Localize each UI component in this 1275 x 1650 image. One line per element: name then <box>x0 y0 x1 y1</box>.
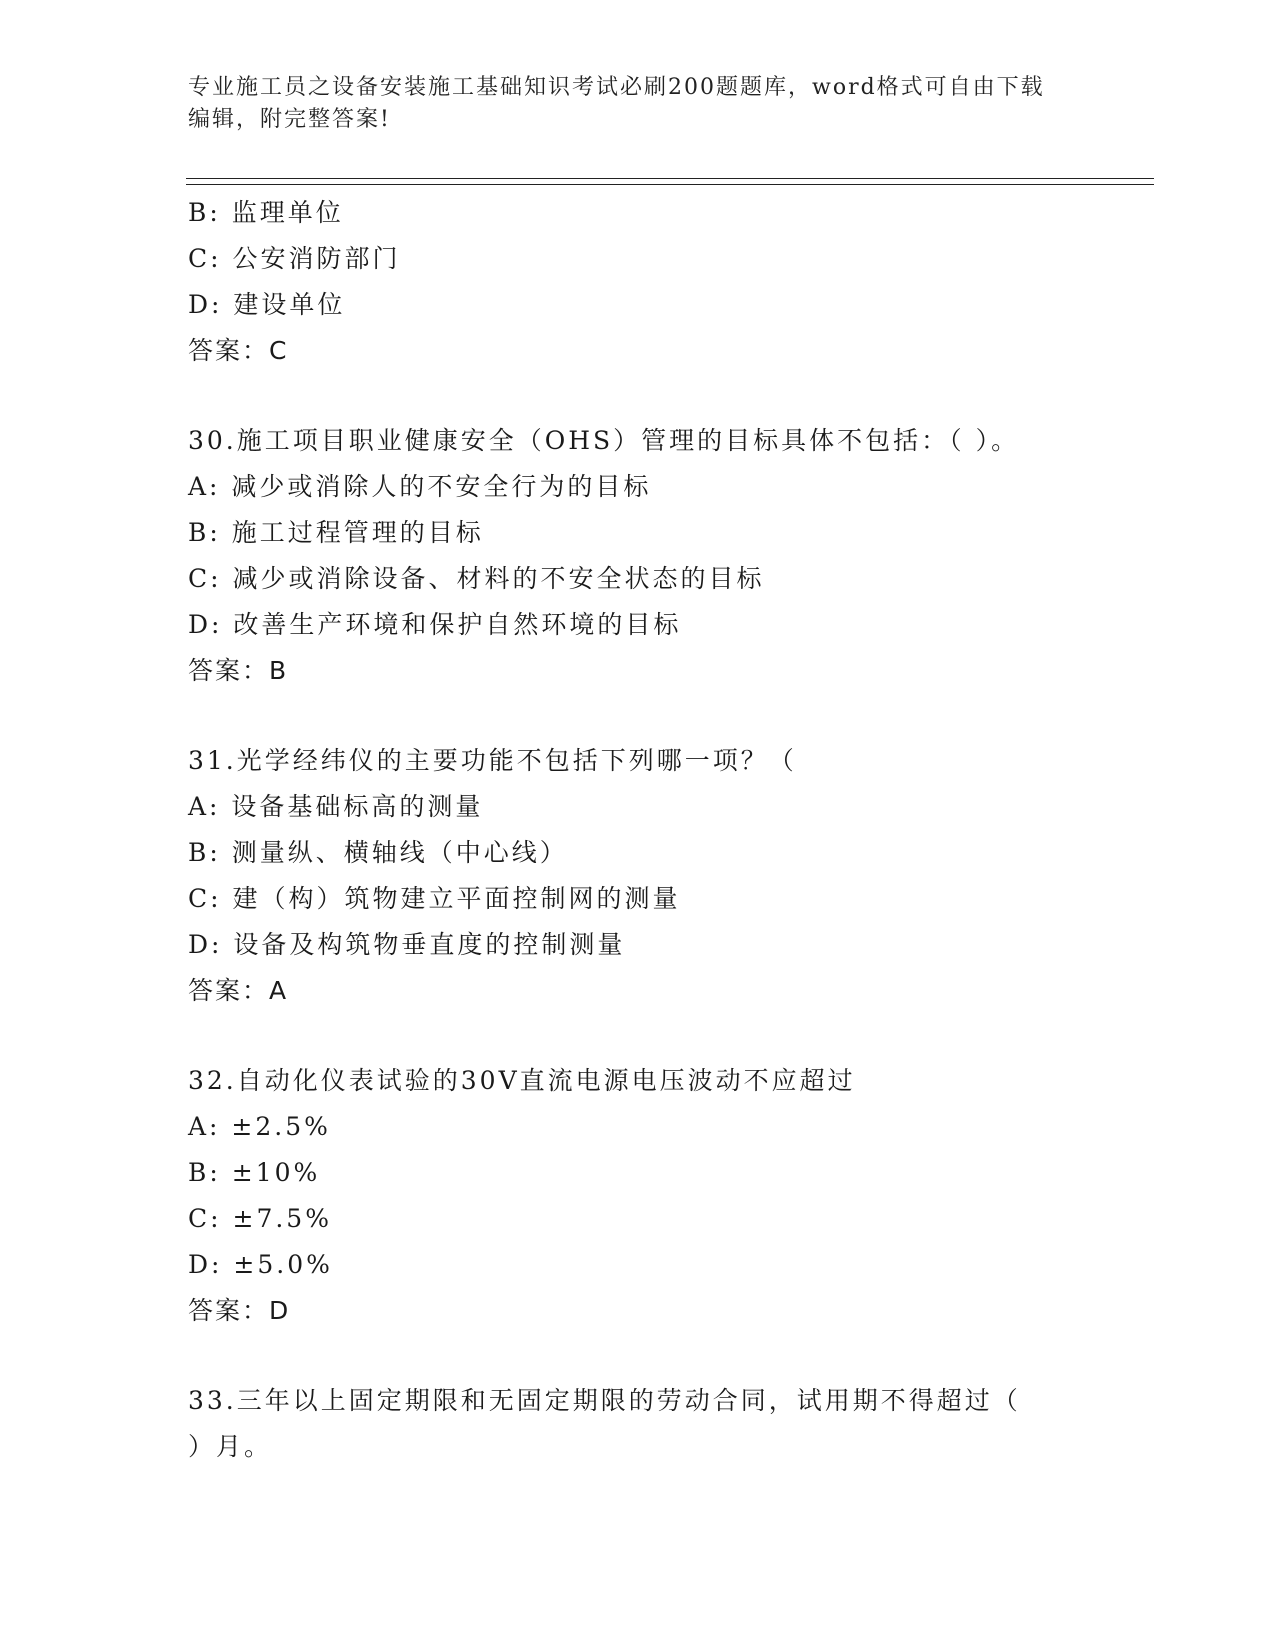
option-c: C: 公安消防部门 <box>188 244 401 273</box>
option-b: B: 施工过程管理的目标 <box>188 518 484 547</box>
option-d: D: 建设单位 <box>188 290 346 319</box>
answer: 答案：C <box>188 336 289 365</box>
option-a: A: 减少或消除人的不安全行为的目标 <box>188 472 652 501</box>
question-text: 31.光学经纬仪的主要功能不包括下列哪一项？（ <box>188 746 797 775</box>
option-b: B: ±10% <box>188 1158 321 1187</box>
header-divider <box>186 178 1154 185</box>
answer: 答案：B <box>188 656 289 685</box>
question-30 <box>188 418 1148 694</box>
option-d: D: ±5.0% <box>188 1250 333 1279</box>
question-text: 32.自动化仪表试验的30V直流电源电压波动不应超过 <box>188 1066 856 1095</box>
option-b: B: 监理单位 <box>188 198 344 227</box>
option-a: A: 设备基础标高的测量 <box>188 792 484 821</box>
option-c: C: ±7.5% <box>188 1204 332 1233</box>
option-c: C: 建（构）筑物建立平面控制网的测量 <box>188 884 681 913</box>
option-c: C: 减少或消除设备、材料的不安全状态的目标 <box>188 564 765 593</box>
question-text-line-2: ）月。 <box>188 1432 273 1461</box>
question-32 <box>188 1058 1148 1334</box>
option-a: A: ±2.5% <box>188 1112 331 1141</box>
question-33 <box>188 1378 1148 1470</box>
question-text: 30.施工项目职业健康安全（OHS）管理的目标具体不包括：（ ）。 <box>188 426 1020 455</box>
header-line-2: 编辑，附完整答案! <box>188 107 391 132</box>
question-content <box>188 190 1148 1470</box>
answer: 答案：D <box>188 1296 291 1325</box>
option-d: D: 改善生产环境和保护自然环境的目标 <box>188 610 682 639</box>
question-29-tail <box>188 190 1148 374</box>
header-line-1: 专业施工员之设备安装施工基础知识考试必刷200题题库，word格式可自由下载 <box>188 75 1045 100</box>
option-d: D: 设备及构筑物垂直度的控制测量 <box>188 930 626 959</box>
question-text-line-1: 33.三年以上固定期限和无固定期限的劳动合同，试用期不得超过（ <box>188 1386 1021 1415</box>
question-31 <box>188 738 1148 1014</box>
answer: 答案：A <box>188 976 289 1005</box>
page-header <box>188 72 1088 136</box>
option-b: B: 测量纵、横轴线（中心线） <box>188 838 568 867</box>
